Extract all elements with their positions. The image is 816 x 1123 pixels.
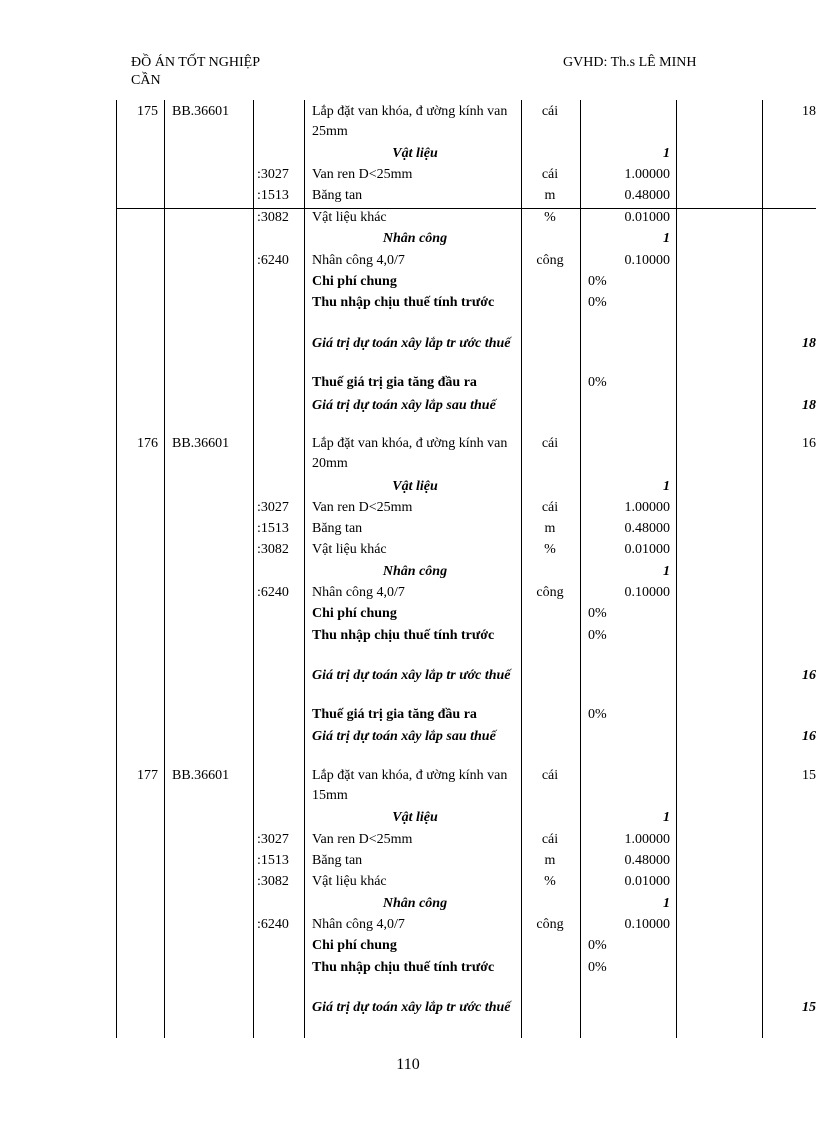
table-row <box>0 666 816 706</box>
row-taxable-income: Thu nhập chịu thuế tính trước <box>312 628 495 643</box>
row-qty: 1.00000 <box>624 832 670 847</box>
table-row <box>0 498 816 519</box>
row-unit: công <box>536 917 564 932</box>
row-mvt: :3082 <box>257 210 289 225</box>
table-row <box>0 808 816 829</box>
row-total: 15 <box>802 768 816 783</box>
section-labor: Nhân công <box>382 564 448 579</box>
row-mvt: :1513 <box>257 521 289 536</box>
row-stt: 175 <box>137 104 158 119</box>
row-unit: m <box>544 521 556 536</box>
section-materials: Vật liệu <box>392 479 438 494</box>
row-name: Van ren D<25mm <box>312 167 413 182</box>
row-mvt: :6240 <box>257 585 289 600</box>
row-mvt: :1513 <box>257 188 289 203</box>
table-row <box>0 583 816 604</box>
table-row <box>0 272 816 293</box>
row-qty: 0.48000 <box>624 521 670 536</box>
row-name: Lắp đặt van khóa, đ ường kính van 25mm <box>312 104 508 139</box>
header-advisor: GVHD: Th.s LÊ MINH <box>563 55 697 70</box>
table-row <box>0 830 816 851</box>
row-total: 18 <box>802 336 816 351</box>
row-unit: cái <box>541 167 559 182</box>
row-code: BB.36601 <box>172 436 230 451</box>
row-unit: cái <box>541 832 559 847</box>
row-value-after-tax: Giá trị dự toán xây lắp sau thuế <box>312 398 496 413</box>
row-unit: % <box>544 542 556 557</box>
section-labor: Nhân công <box>382 896 448 911</box>
row-value-before-tax: Giá trị dự toán xây lắp tr ước thuế <box>312 336 511 351</box>
row-total: 18 <box>802 104 816 119</box>
table-row <box>0 144 816 165</box>
table-row <box>0 373 816 394</box>
row-unit: m <box>544 188 556 203</box>
row-mvt: :3027 <box>257 167 289 182</box>
row-code: BB.36601 <box>172 768 230 783</box>
table-row <box>0 251 816 272</box>
row-mvt: :3082 <box>257 874 289 889</box>
row-code: BB.36601 <box>172 104 230 119</box>
row-qty: 0.48000 <box>624 853 670 868</box>
table-row <box>0 102 816 142</box>
table-row <box>0 872 816 893</box>
row-name: Băng tan <box>312 188 363 203</box>
table-row <box>0 477 816 498</box>
table-row <box>0 998 816 1038</box>
header-title-cont: CẦN <box>131 73 161 88</box>
row-unit: cái <box>541 104 559 119</box>
row-unit: công <box>536 585 564 600</box>
table-row <box>0 434 816 474</box>
row-qty: 0.10000 <box>624 253 670 268</box>
section-qty: 1 <box>663 231 670 246</box>
table-row <box>0 519 816 540</box>
row-pct: 0% <box>588 960 607 975</box>
row-taxable-income: Thu nhập chịu thuế tính trước <box>312 295 495 310</box>
table-row <box>0 851 816 872</box>
row-qty: 0.10000 <box>624 585 670 600</box>
row-unit: cái <box>541 436 559 451</box>
header-title: ĐỒ ÁN TỐT NGHIỆP <box>131 55 260 70</box>
row-mvt: :3027 <box>257 500 289 515</box>
row-overhead: Chi phí chung <box>312 274 397 289</box>
section-qty: 1 <box>663 564 670 579</box>
row-total: 16 <box>802 668 816 683</box>
row-qty: 0.48000 <box>624 188 670 203</box>
row-mvt: :6240 <box>257 253 289 268</box>
row-vat: Thuế giá trị gia tăng đầu ra <box>312 707 477 722</box>
row-unit: cái <box>541 500 559 515</box>
row-name: Vật liệu khác <box>312 542 387 557</box>
table-row <box>0 958 816 998</box>
section-qty: 1 <box>663 146 670 161</box>
row-name: Nhân công 4,0/7 <box>312 917 405 932</box>
row-taxable-income: Thu nhập chịu thuế tính trước <box>312 960 495 975</box>
table-row <box>0 208 816 229</box>
row-overhead: Chi phí chung <box>312 606 397 621</box>
row-pct: 0% <box>588 375 607 390</box>
table-row <box>0 334 816 374</box>
section-qty: 1 <box>663 810 670 825</box>
row-name: Vật liệu khác <box>312 210 387 225</box>
row-qty: 1.00000 <box>624 500 670 515</box>
section-labor: Nhân công <box>382 231 448 246</box>
row-unit: % <box>544 874 556 889</box>
row-pct: 0% <box>588 606 607 621</box>
table-row <box>0 229 816 250</box>
table-row <box>0 293 816 333</box>
row-total: 18 <box>802 398 816 413</box>
row-stt: 177 <box>137 768 158 783</box>
row-name: Van ren D<25mm <box>312 500 413 515</box>
row-total: 15 <box>802 1000 816 1015</box>
row-name: Lắp đặt van khóa, đ ường kính van 20mm <box>312 436 508 471</box>
row-name: Nhân công 4,0/7 <box>312 585 405 600</box>
row-overhead: Chi phí chung <box>312 938 397 953</box>
section-qty: 1 <box>663 896 670 911</box>
table-row <box>0 936 816 957</box>
row-unit: cái <box>541 768 559 783</box>
row-qty: 0.01000 <box>624 874 670 889</box>
table-row <box>0 894 816 915</box>
row-pct: 0% <box>588 295 607 310</box>
table-row <box>0 186 816 207</box>
table-row <box>0 396 816 436</box>
table-row <box>0 540 816 561</box>
row-qty: 0.01000 <box>624 542 670 557</box>
section-materials: Vật liệu <box>392 146 438 161</box>
row-qty: 1.00000 <box>624 167 670 182</box>
row-total: 16 <box>802 729 816 744</box>
row-name: Nhân công 4,0/7 <box>312 253 405 268</box>
section-materials: Vật liệu <box>392 810 438 825</box>
row-unit: công <box>536 253 564 268</box>
table-row <box>0 727 816 767</box>
row-unit: % <box>544 210 556 225</box>
row-name: Băng tan <box>312 521 363 536</box>
row-total: 16 <box>802 436 816 451</box>
row-qty: 0.01000 <box>624 210 670 225</box>
row-pct: 0% <box>588 274 607 289</box>
row-vat: Thuế giá trị gia tăng đầu ra <box>312 375 477 390</box>
row-mvt: :1513 <box>257 853 289 868</box>
row-value-before-tax: Giá trị dự toán xây lắp tr ước thuế <box>312 1000 511 1015</box>
row-name: Băng tan <box>312 853 363 868</box>
row-unit: m <box>544 853 556 868</box>
table-row <box>0 766 816 806</box>
row-value-before-tax: Giá trị dự toán xây lắp tr ước thuế <box>312 668 511 683</box>
row-pct: 0% <box>588 938 607 953</box>
row-mvt: :6240 <box>257 917 289 932</box>
row-name: Van ren D<25mm <box>312 832 413 847</box>
table-row <box>0 705 816 726</box>
row-qty: 0.10000 <box>624 917 670 932</box>
table-row <box>0 165 816 186</box>
row-name: Lắp đặt van khóa, đ ường kính van 15mm <box>312 768 508 803</box>
row-mvt: :3082 <box>257 542 289 557</box>
row-stt: 176 <box>137 436 158 451</box>
page-number: 110 <box>396 1056 420 1073</box>
row-name: Vật liệu khác <box>312 874 387 889</box>
row-pct: 0% <box>588 707 607 722</box>
table-row <box>0 562 816 583</box>
section-qty: 1 <box>663 479 670 494</box>
table-row <box>0 604 816 625</box>
row-mvt: :3027 <box>257 832 289 847</box>
row-value-after-tax: Giá trị dự toán xây lắp sau thuế <box>312 729 496 744</box>
table-row <box>0 915 816 936</box>
row-pct: 0% <box>588 628 607 643</box>
table-row <box>0 626 816 666</box>
